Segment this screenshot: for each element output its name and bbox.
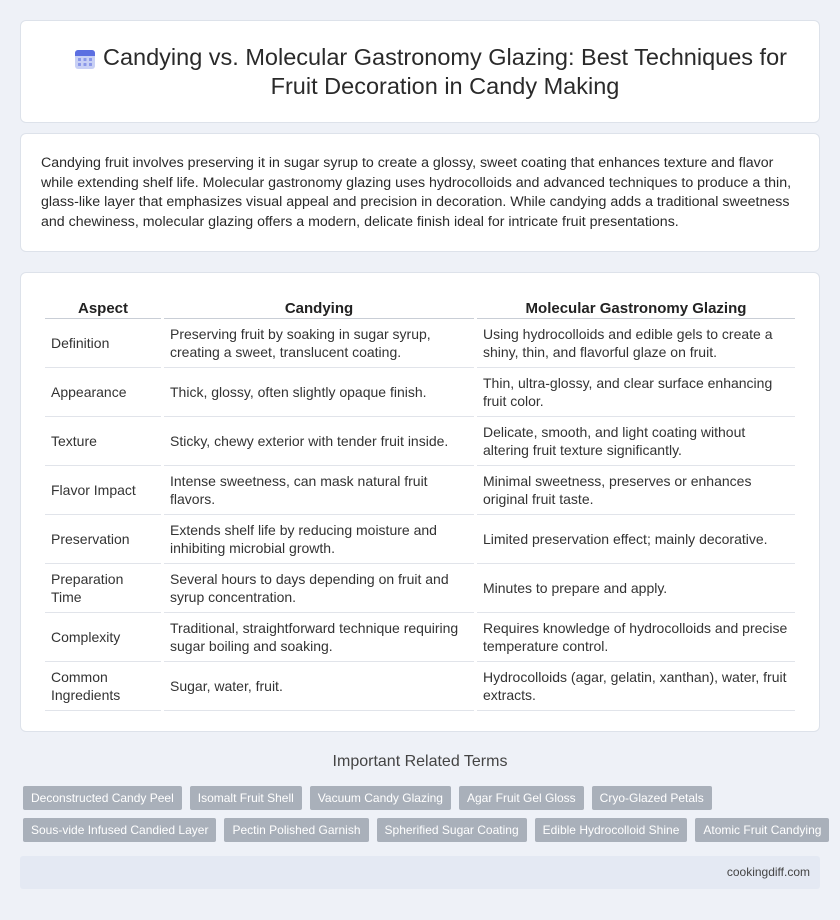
- related-terms-row-2: [23, 818, 829, 842]
- aspect-cell: Common Ingredients: [45, 662, 161, 711]
- related-term-tag[interactable]: Edible Hydrocolloid Shine: [535, 818, 688, 842]
- aspect-cell: Preparation Time: [45, 564, 161, 613]
- related-terms-row-1: [23, 786, 712, 810]
- title-card: [20, 20, 820, 123]
- candying-cell: Several hours to days depending on fruit and syrup concentration.: [164, 564, 474, 613]
- table-row: [45, 319, 795, 368]
- aspect-cell: Preservation: [45, 515, 161, 564]
- related-term-tag[interactable]: Isomalt Fruit Shell: [190, 786, 302, 810]
- molecular-cell: Limited preservation effect; mainly decorative.: [477, 515, 795, 564]
- molecular-cell: Minutes to prepare and apply.: [477, 564, 795, 613]
- related-term-tag[interactable]: Sous-vide Infused Candied Layer: [23, 818, 216, 842]
- related-term-tag[interactable]: Cryo-Glazed Petals: [592, 786, 712, 810]
- related-term-tag[interactable]: Deconstructed Candy Peel: [23, 786, 182, 810]
- candying-cell: Extends shelf life by reducing moisture and inhibiting microbial growth.: [164, 515, 474, 564]
- candying-cell: Sugar, water, fruit.: [164, 662, 474, 711]
- comparison-table-card: [20, 272, 820, 732]
- candying-cell: Thick, glossy, often slightly opaque finish.: [164, 368, 474, 417]
- table-row: [45, 564, 795, 613]
- related-term-tag[interactable]: Vacuum Candy Glazing: [310, 786, 451, 810]
- aspect-cell: Complexity: [45, 613, 161, 662]
- molecular-cell: Minimal sweetness, preserves or enhances original fruit taste.: [477, 466, 795, 515]
- molecular-cell: Requires knowledge of hydrocolloids and precise temperature control.: [477, 613, 795, 662]
- aspect-cell: Appearance: [45, 368, 161, 417]
- table-row: [45, 515, 795, 564]
- table-row: [45, 662, 795, 711]
- aspect-cell: Flavor Impact: [45, 466, 161, 515]
- intro-paragraph: Candying fruit involves preserving it in sugar syrup to create a glossy, sweet coating that enhances texture and flavor while extending shelf life. Molecular gastronomy glazing uses hydrocolloids and advanced techniques to produce a thin, glass-like layer that emphasizes visual appeal and precision in decoration. While candying adds a traditional sweetness and chewiness, molecular glazing offers a modern, delicate finish ideal for intricate fruit presentations.: [41, 155, 792, 230]
- candying-cell: Preserving fruit by soaking in sugar syrup, creating a sweet, translucent coating.: [164, 319, 474, 368]
- table-header-row: [45, 297, 795, 319]
- table-row: [45, 368, 795, 417]
- related-term-tag[interactable]: Pectin Polished Garnish: [224, 818, 368, 842]
- header-molecular-glazing: Molecular Gastronomy Glazing: [477, 297, 795, 319]
- molecular-cell: Using hydrocolloids and edible gels to create a shiny, thin, and flavorful glaze on fruit.: [477, 319, 795, 368]
- table-row: [45, 613, 795, 662]
- molecular-cell: Delicate, smooth, and light coating without altering fruit texture significantly.: [477, 417, 795, 466]
- related-terms-title: Important Related Terms: [332, 753, 508, 770]
- related-term-tag[interactable]: Spherified Sugar Coating: [377, 818, 527, 842]
- header-candying: Candying: [164, 297, 474, 319]
- intro-card: [20, 133, 820, 252]
- molecular-cell: Hydrocolloids (agar, gelatin, xanthan), water, fruit extracts.: [477, 662, 795, 711]
- aspect-cell: Texture: [45, 417, 161, 466]
- footer: [20, 856, 820, 889]
- page-title: Candying vs. Molecular Gastronomy Glazing: Best Techniques for Fruit Decoration in Candy Making: [102, 44, 787, 99]
- candying-cell: Sticky, chewy exterior with tender fruit inside.: [164, 417, 474, 466]
- candying-cell: Traditional, straightforward technique requiring sugar boiling and soaking.: [164, 613, 474, 662]
- molecular-cell: Thin, ultra-glossy, and clear surface enhancing fruit color.: [477, 368, 795, 417]
- comparison-table: [42, 297, 798, 711]
- footer-site-link[interactable]: cookingdiff.com: [726, 865, 810, 879]
- aspect-cell: Definition: [45, 319, 161, 368]
- table-row: [45, 417, 795, 466]
- related-term-tag[interactable]: Atomic Fruit Candying: [695, 818, 829, 842]
- header-aspect: Aspect: [45, 297, 161, 319]
- table-row: [45, 466, 795, 515]
- related-term-tag[interactable]: Agar Fruit Gel Gloss: [459, 786, 584, 810]
- candying-cell: Intense sweetness, can mask natural fruit flavors.: [164, 466, 474, 515]
